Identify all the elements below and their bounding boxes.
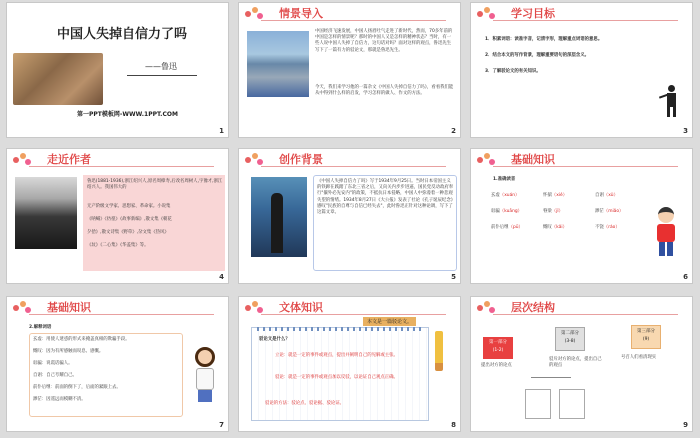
- intro-text: 中国经济飞速发展，中国人扬眉吐气走进了新时代，然而，70多年前的中国是怎样的情景呢？那时的中国人又是怎样的精神状态？当时，有一些人说中国人失掉了自信力，这句话对吗？面对这样的观点，鲁迅先生写下了一篇有力的驳论文，那就是鲁迅先生。: [315, 29, 453, 53]
- pinyin-reading: （jǐ）: [551, 209, 564, 214]
- pinyin-item: [491, 225, 541, 231]
- pinyin-reading: （kǎi）: [551, 225, 568, 230]
- background-text: 《中国人失掉自信力了吗》写于1934年9月25日。当时日本帝国主义的铁蹄在践踏了东北三省之后，又向关内步步进逼，国民党反动政府奉行"攘外必先安内"的政策，不抵抗日本侵略，中国人中弥漫着一种悲观失望的情绪。1934年8月27日《大公报》发表了社论《孔子诞辰纪念》感叹"民族的自尊与自信已经失去"，此时鲁迅正针对这种论调，写下了这篇文章。: [317, 179, 454, 216]
- pinyin-reading: （xǔ）: [603, 193, 618, 198]
- pinyin-reading: （ráo）: [603, 225, 620, 230]
- pinyin-word: 渺茫: [595, 209, 604, 214]
- pinyin-word: 怀揣: [543, 193, 552, 198]
- teacher-figure-icon: [659, 85, 683, 117]
- objective-3: 3．了解驳论文的有关知识。: [485, 69, 541, 74]
- author-line-5: 《坟》《二心集》《华盖集》等。: [87, 243, 149, 248]
- slide-number: 2: [451, 127, 456, 135]
- slide-thumbnail-7[interactable]: [6, 296, 229, 432]
- genre-question: 驳论文是什么？: [259, 337, 290, 342]
- pencil-icon: [435, 331, 443, 371]
- genre-tag: 本文是一篇驳论文。: [363, 317, 416, 326]
- pinyin-reading: （xié）: [551, 193, 568, 198]
- slide-title: 学习目标: [511, 7, 555, 20]
- slide-thumbnail-4[interactable]: [6, 148, 229, 284]
- slide-number: 4: [219, 273, 224, 281]
- port-photo: [247, 31, 309, 97]
- tree-box-a: [525, 389, 551, 419]
- pinyin-word: 脊梁: [543, 209, 552, 214]
- author-line-3: 《呐喊》《彷徨》《故事新编》,散文集《朝花: [87, 217, 172, 222]
- author-line-2: 无产阶级文学家、思想家、革命家。小说集: [87, 204, 171, 209]
- definition-1: 玄虚：用使人迷惑的形式来掩盖真相的欺骗手段。: [33, 337, 130, 342]
- slide-thumbnail-1[interactable]: [6, 2, 229, 138]
- pinyin-item: [543, 193, 593, 199]
- part-label: 第一部分: [489, 340, 507, 345]
- part-range: (1-2): [492, 348, 504, 353]
- pinyin-item: [595, 225, 645, 231]
- author-line-4: 夕拾》,散文诗集《野草》,杂文集《热风》: [87, 230, 169, 235]
- pinyin-item: [595, 209, 645, 215]
- figure-silhouette: [271, 193, 283, 253]
- slide-title: 中国人失掉自信力了吗: [57, 27, 188, 42]
- part-desc-2: 驳斥对方的论点，提出自己的观点: [549, 357, 602, 369]
- slide-thumbnail-9[interactable]: [470, 296, 693, 432]
- pinyin-word: 不饶: [595, 225, 604, 230]
- definition-6: 渺茫：因遥远而模糊不清。: [33, 397, 86, 402]
- part-desc-3: 号召人们看清现实: [621, 355, 657, 360]
- slide-title: 文体知识: [279, 301, 323, 314]
- slide-title: 层次结构: [511, 301, 555, 314]
- part-card-2: [555, 327, 585, 351]
- pinyin-reading: （kuāng）: [499, 209, 523, 214]
- slide-number: 1: [219, 127, 224, 135]
- pinyin-grid: [491, 193, 641, 253]
- tree-box-b: [559, 389, 585, 419]
- slide-thumbnail-8[interactable]: [238, 296, 461, 432]
- genre-footnote: 驳论的方法：驳论点、驳论据、驳论证。: [265, 401, 345, 406]
- part-range: (3-8): [564, 339, 576, 344]
- part-label: 第二部分: [561, 331, 579, 336]
- pinyin-item: [491, 209, 541, 215]
- pinyin-reading: （miǎo）: [603, 209, 624, 214]
- part-label: 第三部分: [637, 329, 655, 334]
- objective-1: 1．积累词语：读准字音，记清字形，理解重点词语的意思。: [485, 37, 603, 42]
- pinyin-word: 自诩: [595, 193, 604, 198]
- slide-number: 5: [451, 273, 456, 281]
- pinyin-item: [543, 209, 593, 215]
- slide-title: 基础知识: [511, 153, 555, 166]
- part-card-1: [483, 337, 513, 359]
- pinyin-item: [543, 225, 593, 231]
- part-card-3: [631, 325, 661, 349]
- pinyin-reading: （pū）: [508, 225, 523, 230]
- definition-3: 诓骗：说谎话骗人。: [33, 361, 73, 366]
- definition-5: 前仆后继：前面的倒下了，后面的紧跟上去。: [33, 385, 121, 390]
- slide-thumbnail-3[interactable]: [470, 2, 693, 138]
- genre-line-2: 驳论：就是一定的事件或观点加以反驳，以论证自己观点正确。: [275, 375, 398, 380]
- slide-title: 情景导入: [279, 7, 323, 20]
- section-subtitle: 1.准确读音: [493, 177, 516, 182]
- girl-cartoon-icon: [189, 347, 221, 407]
- definition-4: 自诩：自己夸耀自己。: [33, 373, 77, 378]
- intro-text-2: 今天，我们来学习他的一篇杂文《中国人失掉自信力了吗》，看看我们能从中得到什么样的启发，学习怎样的做人、作文的方法。: [315, 85, 454, 97]
- slide-number: 7: [219, 421, 224, 429]
- pinyin-reading: （xuán）: [499, 193, 520, 198]
- definition-2: 慨叹：因为有所感触而叹息、感慨。: [33, 349, 104, 354]
- slide-number: 3: [683, 127, 688, 135]
- slide-title: 创作背景: [279, 153, 323, 166]
- part-desc-1: 提出对方的论点: [481, 363, 512, 368]
- section-subtitle: 2.解释词语: [29, 325, 52, 330]
- pinyin-word: 慨叹: [543, 225, 552, 230]
- author-line-1: 鲁迅(1881-1936),浙江绍兴人,原名周樟寿,后改名周树人,字豫才,浙江绍兴人。我国伟大的: [87, 179, 223, 191]
- slide-title: 走近作者: [47, 153, 91, 166]
- author-line: ——鲁迅: [145, 62, 177, 71]
- author-underline: [127, 75, 197, 76]
- notebook-rings: [257, 327, 425, 331]
- slide-number: 8: [451, 421, 456, 429]
- slide-thumbnail-2[interactable]: [238, 2, 461, 138]
- genre-line-1: 立论：就是一定的事件或观点，提出并阐明自己的见解或主张。: [275, 353, 398, 358]
- slide-title: 基础知识: [47, 301, 91, 314]
- slide-thumbnail-5[interactable]: [238, 148, 461, 284]
- slide-number: 9: [683, 421, 688, 429]
- pinyin-item: [595, 193, 645, 199]
- boy-cartoon-icon: [651, 207, 681, 257]
- pinyin-word: 前仆后继: [491, 225, 509, 230]
- objective-2: 2．结合本文的写作背景，理解重要语句的深层含义。: [485, 53, 590, 58]
- family-photo: [13, 53, 103, 105]
- footer-text: 第一PPT模板网-WWW.1PPT.COM: [77, 111, 178, 118]
- tree-branch-left: [531, 377, 571, 378]
- slide-number: 6: [683, 273, 688, 281]
- pinyin-word: 诓骗: [491, 209, 500, 214]
- part-range: (9): [642, 337, 650, 342]
- slide-thumbnail-6[interactable]: [470, 148, 693, 284]
- author-portrait: [15, 177, 77, 249]
- pinyin-word: 玄虚: [491, 193, 500, 198]
- pinyin-item: [491, 193, 541, 199]
